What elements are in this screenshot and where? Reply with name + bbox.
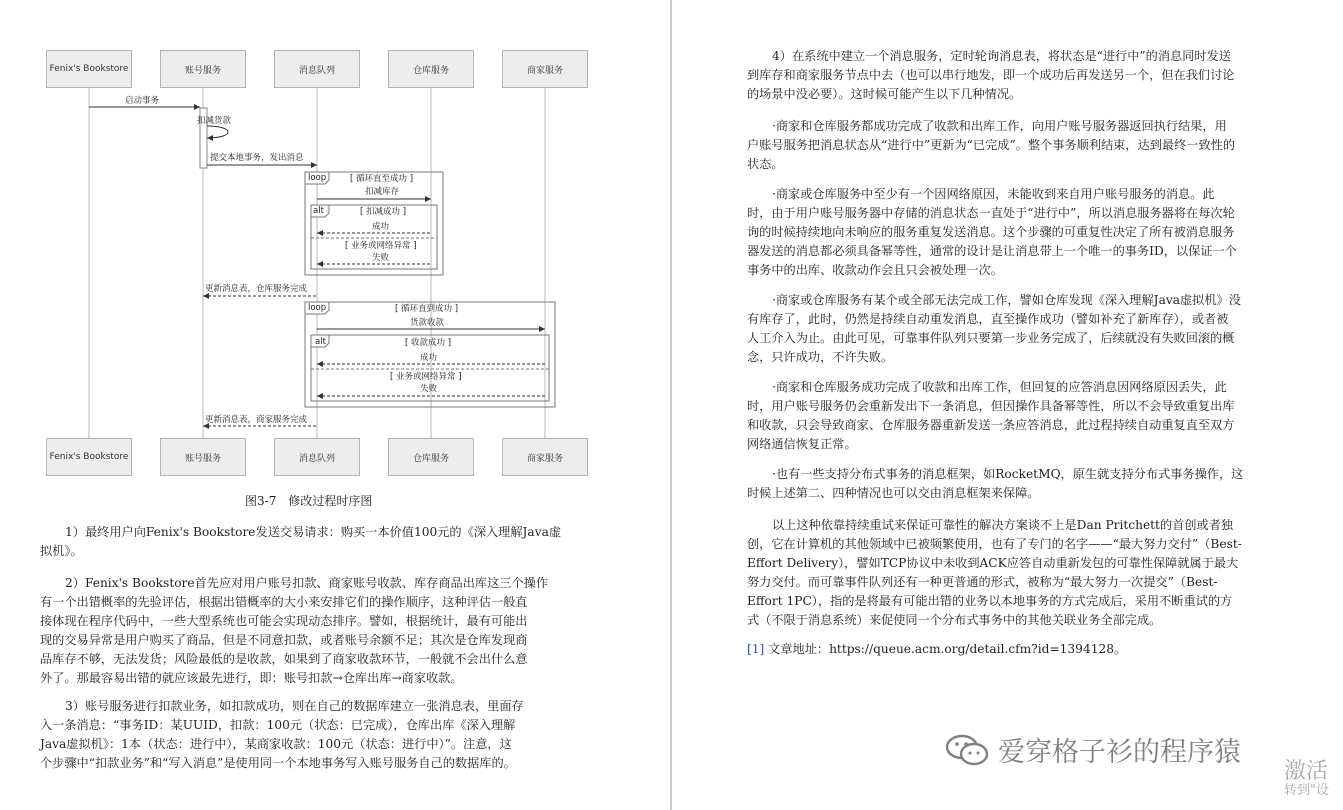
alt-tag-1: alt — [313, 206, 324, 216]
participant-bookstore-bottom: Fenix's Bookstore — [46, 438, 132, 476]
text-line: ·商家和仓库服务都成功完成了收款和出库工作，向用户账号服务器返回执行结果，用 — [772, 119, 1227, 133]
right-paragraph-2 — [747, 117, 1303, 174]
text-line: 网络通信恢复正常。 — [747, 437, 857, 451]
sequence-diagram-lines — [45, 48, 593, 478]
text-line: 以上这种依靠持续重试来保证可靠性的解决方案谈不上是Dan Pritchett的首创或者独 — [772, 518, 1234, 532]
msg-update-2: 更新消息表，商家服务完成 — [205, 415, 308, 425]
text-line: 有一个出错概率的先验评估，根据出错概率的大小来安排它们的操作顺序，这种评估一般直 — [40, 595, 528, 609]
text-line: 和收款，只会导致商家、仓库服务器重新发送一条应答消息，此过程持续自动重复直至双方 — [747, 418, 1235, 432]
text-line: 2）Fenix's Bookstore首先应对用户账号扣款、商家账号收款、库存商品出库这三个操作 — [65, 576, 549, 590]
participant-account-top: 账号服务 — [160, 50, 246, 88]
loop-cond-2: [ 循环直到成功 ] — [395, 304, 459, 314]
text-line: 的场景中没必要）。这时候可能产生以下几种情况。 — [747, 87, 1022, 101]
right-paragraph-5 — [747, 378, 1303, 454]
msg-update-1: 更新消息表，仓库服务完成 — [205, 284, 308, 294]
text-line: 人工介入为止。由此可见，可靠事件队列只要第一步业务完成了，后续就没有失败回滚的概 — [747, 331, 1235, 345]
participant-warehouse-bottom: 仓库服务 — [388, 438, 474, 476]
loop-tag-1: loop — [308, 173, 327, 183]
text-line: 现的交易异常是用户购买了商品，但是不同意扣款，或者账号余额不足；其次是仓库发现商 — [40, 633, 528, 647]
participant-merchant-bottom: 商家服务 — [502, 438, 588, 476]
footnote — [747, 640, 1303, 659]
msg-fail-2: 失败 — [420, 384, 438, 394]
text-line: Java虚拟机》：1本（状态：进行中），某商家收款：100元（状态：进行中）”。注意，这 — [40, 737, 512, 751]
text-line: 事务中的出库、收款动作会且只会被处理一次。 — [747, 263, 1003, 277]
text-line: 拟机》。 — [40, 544, 83, 558]
wechat-icon — [944, 733, 990, 767]
text-line: 有库存了，此时，仍然是持续自动重发消息，直至操作成功（譬如补充了新库存），或者被 — [747, 312, 1229, 326]
text-line: 4）在系统中建立一个消息服务，定时轮询消息表，将状态是“进行中”的消息同时发送 — [772, 49, 1231, 63]
text-line: ·也有一些支持分布式事务的消息框架，如RocketMQ，原生就支持分布式事务操作，这 — [772, 467, 1244, 481]
msg-commit-local: 提交本地事务，发出消息 — [210, 153, 304, 163]
text-line: 创，它在计算机的其他领域中已被频繁使用，也有了专门的名字——“最大努力交付”（Best- — [747, 537, 1242, 551]
loop-tag-2: loop — [308, 303, 327, 313]
right-paragraph-7 — [747, 516, 1303, 630]
text-line: Effort Delivery），譬如TCP协议中未收到ACK应答自动重新发包的可靠性保障就属于最大 — [747, 556, 1239, 570]
alt-cond-1: [ 扣减成功 ] — [360, 207, 407, 217]
footnote-mark[interactable]: [1] — [747, 642, 765, 656]
alt-cond-2: [ 收款成功 ] — [405, 338, 452, 348]
activate-title: 激活 — [1284, 759, 1329, 784]
text-line: 努力交付。而可靠事件队列还有一种更普通的形式，被称为“最大努力一次提交”（Best- — [747, 575, 1218, 589]
loop-cond-1: [ 循环直至成功 ] — [350, 174, 414, 184]
msg-deduct: 扣减货款 — [197, 116, 232, 126]
watermark — [944, 730, 1241, 769]
alt-else-2: [ 业务或网络异常 ] — [390, 372, 462, 382]
text-line: 外了。那最容易出错的就应该最先进行，即：账号扣款→仓库出库→商家收款。 — [40, 671, 463, 685]
text-line: 状态。 — [747, 157, 784, 171]
text-line: 时，由于用户账号服务器中存储的消息状态一直处于“进行中”，所以消息服务器将在每次轮 — [747, 206, 1235, 220]
text-line: 式（不限于消息系统）来促使同一个分布式事务中的其他关联业务全部完成。 — [747, 613, 1162, 627]
participant-queue-top: 消息队列 — [274, 50, 360, 88]
text-line: 接体现在程序代码中，一些大型系统也可能会实现动态排序。譬如，根据统计，最有可能出 — [40, 614, 528, 628]
participant-queue-bottom: 消息队列 — [274, 438, 360, 476]
text-line: 时候上述第二、四种情况也可以交由消息框架来保障。 — [747, 486, 1040, 500]
right-paragraph-3 — [747, 185, 1303, 280]
sequence-diagram — [45, 48, 593, 478]
text-line: ·商家或仓库服务中至少有一个因网络原因，未能收到来自用户账号服务的消息。此 — [772, 187, 1215, 201]
participant-bookstore-top: Fenix's Bookstore — [46, 50, 132, 88]
alt-tag-2: alt — [315, 337, 326, 347]
text-line: 时，用户账号服务仍会重新发出下一条消息，但因操作具备幂等性，所以不会导致重复出库 — [747, 399, 1235, 413]
participant-warehouse-top: 仓库服务 — [388, 50, 474, 88]
left-paragraph-2 — [40, 574, 592, 688]
text-line: ·商家和仓库服务成功完成了收款和出库工作，但回复的应答消息因网络原因丢失，此 — [772, 380, 1227, 394]
msg-success-2: 成功 — [420, 353, 438, 363]
left-paragraph-1 — [40, 523, 592, 561]
msg-success-1: 成功 — [372, 222, 390, 232]
activate-windows-notice — [1284, 760, 1329, 798]
alt-else-1: [ 业务或网络异常 ] — [345, 241, 417, 251]
msg-deduct-stock: 扣减库存 — [365, 187, 400, 197]
msg-start-tx: 启动事务 — [125, 96, 160, 106]
watermark-text: 爱穿格子衫的程序猿 — [998, 737, 1241, 768]
text-line: 3）账号服务进行扣款业务，如扣款成功，则在自己的数据库建立一张消息表，里面存 — [65, 699, 524, 713]
msg-fail-1: 失败 — [372, 253, 390, 263]
text-line: ·商家或仓库服务有某个或全部无法完成工作，譬如仓库发现《深入理解Java虚拟机》没 — [772, 293, 1241, 307]
text-line: 到库存和商家服务节点中去（也可以串行地发，即一个成功后再发送另一个，但在我们讨论 — [747, 68, 1235, 82]
text-line: 入一条消息：“事务ID：某UUID，扣款：100元（状态：已完成），仓库出库《深入理解 — [40, 718, 516, 732]
text-line: 个步骤中“扣款业务”和“写入消息”是使用同一个本地事务写入账号服务自己的数据库的。 — [40, 756, 516, 770]
msg-collect: 货款收款 — [410, 318, 445, 328]
activate-subtitle: 转到"设 — [1284, 783, 1329, 798]
left-page — [0, 0, 670, 810]
text-line: 询的时候持续地向未响应的服务重复发送消息。这个步骤的可重复性决定了所有被消息服务 — [747, 225, 1235, 239]
participant-account-bottom: 账号服务 — [160, 438, 246, 476]
right-paragraph-1 — [747, 47, 1303, 104]
right-page — [672, 0, 1343, 810]
text-line: 器发送的消息都必须具备幂等性，通常的设计是让消息带上一个唯一的事务ID，以保证一个 — [747, 244, 1237, 258]
text-line: 1）最终用户向Fenix's Bookstore发送交易请求：购买一本价值100元的《深入理解Java虚 — [65, 525, 562, 539]
footnote-text: 文章地址：https://queue.acm.org/detail.cfm?id=1394128。 — [764, 642, 1127, 656]
text-line: 户账号服务把消息状态从“进行中”更新为“已完成”。整个事务顺利结束，达到最终一致性的 — [747, 138, 1236, 152]
left-paragraph-3 — [40, 697, 592, 773]
text-line: 念，只许成功，不许失败。 — [747, 350, 894, 364]
figure-caption: 图3-7 修改过程时序图 — [245, 494, 373, 508]
text-line: Effort 1PC），指的是将最有可能出错的业务以本地事务的方式完成后，采用不断重试的方 — [747, 594, 1233, 608]
text-line: 品库存不够，无法发货；风险最低的是收款，如果到了商家收款环节，一般就不会出什么意 — [40, 652, 528, 666]
participant-merchant-top: 商家服务 — [502, 50, 588, 88]
right-paragraph-4 — [747, 291, 1303, 367]
right-paragraph-6 — [747, 465, 1303, 503]
